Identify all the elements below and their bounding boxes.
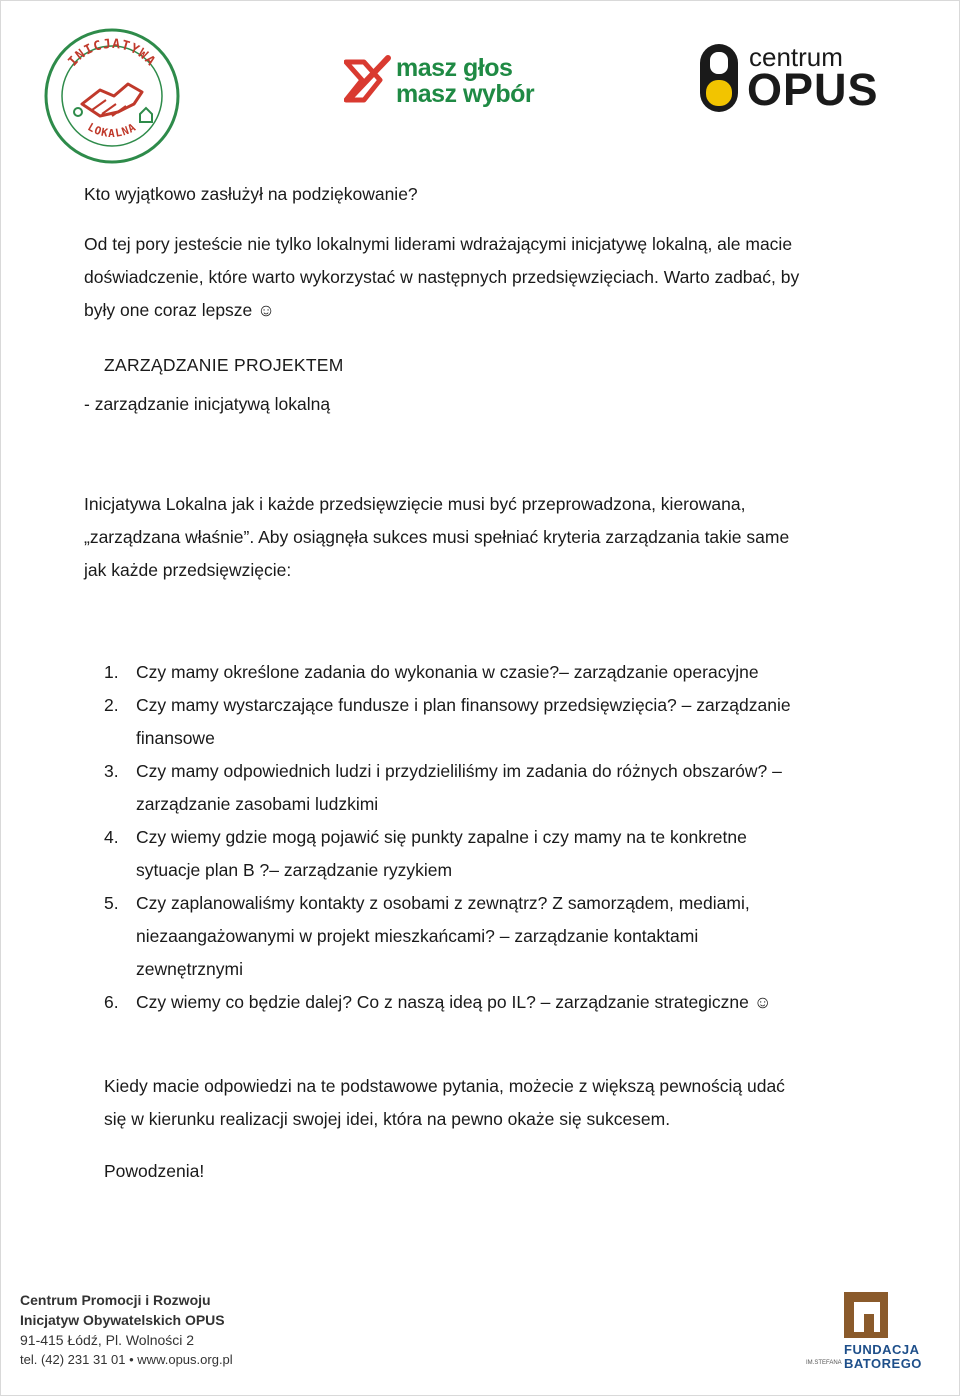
list-item xyxy=(104,755,884,821)
masz-glos-logo xyxy=(344,52,554,112)
list-item xyxy=(104,887,884,986)
address-line: Inicjatyw Obywatelskich OPUS xyxy=(20,1312,225,1328)
list-text: zarządzanie zasobami ludzkimi xyxy=(136,794,379,814)
list-number: 6. xyxy=(104,992,119,1012)
logo-opus-line2: OPUS xyxy=(747,64,879,115)
logo-opus-line1: centrum xyxy=(749,42,843,72)
intro-question: Kto wyjątkowo zasłużył na podziękowanie? xyxy=(84,184,418,204)
list-text: Czy zaplanowaliśmy kontakty z osobami z zewnątrz? Z samorządem, mediami, xyxy=(136,893,750,913)
list-text: Czy wiemy gdzie mogą pojawić się punkty zapalne i czy mamy na te konkretne xyxy=(136,827,747,847)
list-text: sytuacje plan B ?– zarządzanie ryzykiem xyxy=(136,860,453,880)
address-line: 91-415 Łódź, Pl. Wolności 2 xyxy=(20,1332,195,1348)
list-item xyxy=(104,821,884,887)
fundacja-line2: BATOREGO xyxy=(844,1356,922,1371)
text-line: Inicjatywa Lokalna jak i każde przedsięwzięcie musi być przeprowadzona, kierowana, xyxy=(84,494,746,514)
list-item xyxy=(104,689,884,755)
intro-paragraph xyxy=(84,228,884,327)
list-number: 2. xyxy=(104,695,119,715)
closing-greeting: Powodzenia! xyxy=(104,1161,205,1181)
list-text: finansowe xyxy=(136,728,215,748)
list-number: 1. xyxy=(104,662,119,682)
list-text: Czy mamy wystarczające fundusze i plan finansowy przedsięwzięcia? – zarządzanie xyxy=(136,695,791,715)
text-line: Od tej pory jesteście nie tylko lokalnymi liderami wdrażającymi inicjatywę lokalną, ale macie xyxy=(84,234,793,254)
list-item xyxy=(104,656,884,689)
list-text: Czy wiemy co będzie dalej? Co z naszą ideą po IL? – zarządzanie strategiczne ☺ xyxy=(136,992,772,1012)
centrum-opus-logo xyxy=(696,40,879,120)
list-number: 3. xyxy=(104,761,119,781)
fundacja-small: IM.STEFANA xyxy=(806,1360,842,1366)
list-text: Czy mamy odpowiednich ludzi i przydzieliliśmy im zadania do różnych obszarów? – xyxy=(136,761,782,781)
list-number: 4. xyxy=(104,827,119,847)
list-text: zewnętrznymi xyxy=(136,959,243,979)
text-line: doświadczenie, które warto wykorzystać w następnych przedsięwzięciach. Warto zadbać, by xyxy=(84,267,800,287)
list-item xyxy=(104,986,884,1019)
inicjatywa-lokalna-logo xyxy=(42,26,182,166)
list-text: Czy mamy określone zadania do wykonania w czasie?– zarządzanie operacyjne xyxy=(136,662,759,682)
logo-line1: masz głos xyxy=(396,54,513,82)
questions-list xyxy=(104,656,884,1019)
list-text: niezaangażowanymi w projekt mieszkańcami? – zarządzanie kontaktami xyxy=(136,926,699,946)
section-heading: ZARZĄDZANIE PROJEKTEM xyxy=(104,355,344,375)
footer-address xyxy=(20,1290,270,1370)
svg-text:LOKALNA: LOKALNA xyxy=(85,120,139,140)
text-line: były one coraz lepsze ☺ xyxy=(84,300,276,320)
fundacja-batorego-logo xyxy=(806,1290,922,1374)
list-number: 5. xyxy=(104,893,119,913)
address-line: tel. (42) 231 31 01 • www.opus.org.pl xyxy=(20,1352,233,1367)
text-line: „zarządzana właśnie”. Aby osiągnęła sukces musi spełniać kryteria zarządzania takie same xyxy=(84,527,790,547)
address-line: Centrum Promocji i Rozwoju xyxy=(20,1292,211,1308)
management-paragraph xyxy=(84,488,884,587)
text-line: jak każde przedsięwzięcie: xyxy=(84,560,292,580)
svg-text:INICJATYWA: INICJATYWA xyxy=(65,36,159,70)
section-subheading: - zarządzanie inicjatywą lokalną xyxy=(84,394,331,414)
fundacja-line1: FUNDACJA xyxy=(844,1342,920,1357)
text-line: Kiedy macie odpowiedzi na te podstawowe pytania, możecie z większą pewnością udać xyxy=(104,1076,785,1096)
closing-paragraph xyxy=(104,1070,884,1136)
logo-line2: masz wybór xyxy=(396,80,535,108)
text-line: się w kierunku realizacji swojej idei, która na pewno okaże się sukcesem. xyxy=(104,1109,671,1129)
